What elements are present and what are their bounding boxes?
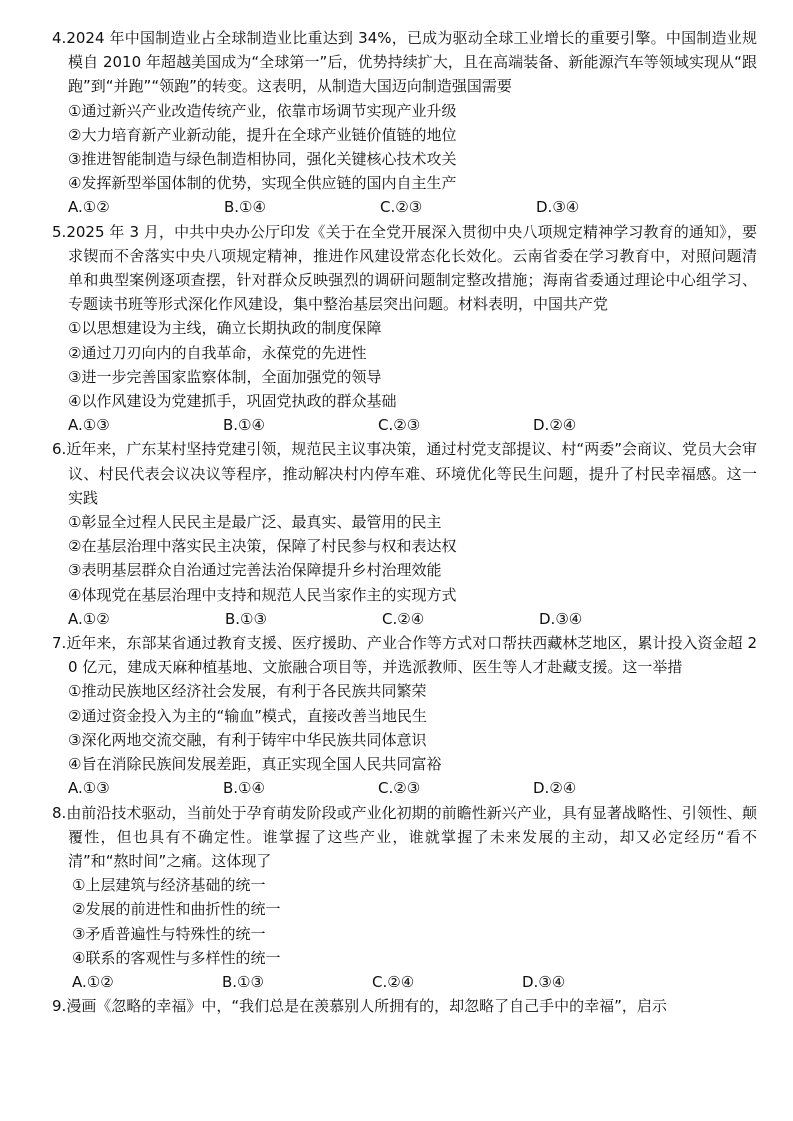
question-number: 8. bbox=[52, 803, 67, 822]
answer-choice-c: C.②④ bbox=[382, 609, 425, 628]
answer-choice-b: B.①③ bbox=[222, 972, 264, 991]
answer-choices bbox=[52, 413, 757, 437]
question-number: 4. bbox=[52, 29, 67, 47]
answer-choice-b: B.①④ bbox=[224, 198, 266, 217]
answer-choices bbox=[52, 607, 757, 631]
question-number: 9. bbox=[52, 997, 67, 1016]
option-statement: ②通过刀刃向内的自我革命，永葆党的先进性 bbox=[68, 343, 367, 362]
option-statement: ②大力培育新产业新动能，提升在全球产业链价值链的地位 bbox=[68, 125, 457, 144]
answer-choice-c: C.②④ bbox=[372, 972, 415, 991]
answer-choice-d: D.③④ bbox=[539, 609, 583, 628]
option-statement: ③推进智能制造与绿色制造相协同，强化关键核心技术攻关 bbox=[68, 150, 457, 169]
option-statement: ①彰显全过程人民民主是最广泛、最真实、最管用的民主 bbox=[68, 513, 442, 532]
question-5 bbox=[52, 220, 757, 438]
option-statement: ③表明基层群众自治通过完善法治保障提升乡村治理效能 bbox=[68, 561, 442, 580]
option-statement: ③进一步完善国家监察体制，全面加强党的领导 bbox=[68, 367, 382, 386]
question-number: 5. bbox=[52, 222, 67, 241]
answer-choice-a: A.①③ bbox=[68, 416, 110, 435]
question-number: 7. bbox=[52, 634, 67, 653]
option-statement: ④体现党在基层治理中支持和规范人民当家作主的实现方式 bbox=[68, 585, 457, 604]
answer-choice-d: D.③④ bbox=[536, 198, 580, 217]
option-statement: ④发挥新型举国体制的优势，实现全供应链的国内自主生产 bbox=[68, 174, 457, 193]
question-stem bbox=[52, 631, 757, 679]
answer-choice-b: B.①④ bbox=[223, 416, 265, 435]
answer-choice-c: C.②③ bbox=[378, 416, 421, 435]
question-6 bbox=[52, 437, 757, 631]
answer-choices bbox=[52, 195, 757, 219]
answer-choices bbox=[52, 970, 757, 994]
option-statement: ①通过新兴产业改造传统产业，依靠市场调节实现产业升级 bbox=[68, 101, 457, 120]
answer-choice-d: D.②④ bbox=[533, 416, 577, 435]
answer-choices bbox=[52, 776, 757, 800]
answer-choice-a: A.①③ bbox=[68, 779, 110, 798]
option-statement: ④联系的客观性与多样性的统一 bbox=[72, 948, 281, 967]
question-stem bbox=[52, 994, 757, 1018]
question-text: 由前沿技术驱动，当前处于孕育萌发阶段或产业化初期的前瞻性新兴产业，具有显著战略性、引领性、颠覆性，但也具有不确定性。谁掌握了这些产业，谁就掌握了未来发展的主动，却又必定经历“看不清”和“熬时间”之痛。这体现了 bbox=[66, 803, 757, 870]
answer-choice-a: A.①② bbox=[72, 972, 114, 991]
question-text: 近年来，广东某村坚持党建引领，规范民主议事决策，通过村党支部提议、村“两委”会商议、党员大会审议、村民代表会议决议等程序，推动解决村内停车难、环境优化等民生问题，提升了村民幸福感。这一实践 bbox=[66, 440, 757, 507]
question-text: 2025 年 3 月，中共中央办公厅印发《关于在全党开展深入贯彻中央八项规定精神学习教育的通知》，要求锲而不舍落实中央八项规定精神，推进作风建设常态化长效化。云南省委在学习教育中，对照问题清单和典型案例逐项查摆，针对群众反映强烈的调研问题制定整改措施；海南省委通过理论中心组学习、专题读书班等形式深化作风建设，集中整治基层突出问题。材料表明，中国共产党 bbox=[66, 222, 757, 314]
option-statement: ①推动民族地区经济社会发展，有利于各民族共同繁荣 bbox=[68, 682, 427, 701]
option-statement: ②在基层治理中落实民主决策，保障了村民参与权和表达权 bbox=[68, 537, 457, 556]
question-8 bbox=[52, 801, 757, 995]
option-statement: ④旨在消除民族间发展差距，真正实现全国人民共同富裕 bbox=[68, 755, 442, 774]
answer-choice-a: A.①② bbox=[68, 609, 110, 628]
question-stem bbox=[52, 801, 757, 874]
question-text: 2024 年中国制造业占全球制造业比重达到 34%，已成为驱动全球工业增长的重要引擎。中国制造业规模自 2010 年超越美国成为“全球第一”后，优势持续扩大，且在高端装备、新能源汽车等领域实现从“跟跑”到“并跑”“领跑”的转变。这表明，从制造大国迈向制造强国需要 bbox=[66, 29, 757, 96]
question-7 bbox=[52, 631, 757, 800]
question-stem bbox=[52, 26, 757, 99]
option-statement: ①以思想建设为主线，确立长期执政的制度保障 bbox=[68, 319, 382, 338]
option-statement: ②发展的前进性和曲折性的统一 bbox=[72, 900, 281, 919]
answer-choice-c: C.②③ bbox=[380, 198, 423, 217]
answer-choice-b: B.①③ bbox=[225, 609, 267, 628]
answer-choice-d: D.②④ bbox=[533, 779, 577, 798]
option-statement: ②通过资金投入为主的“输血”模式，直接改善当地民生 bbox=[68, 706, 427, 725]
question-stem bbox=[52, 437, 757, 510]
option-statement: ①上层建筑与经济基础的统一 bbox=[72, 876, 266, 895]
question-number: 6. bbox=[52, 440, 67, 459]
answer-choice-c: C.②③ bbox=[378, 779, 421, 798]
question-text: 近年来，东部某省通过教育支援、医疗援助、产业合作等方式对口帮扶西藏林芝地区，累计投入资金超 20 亿元，建成天麻种植基地、文旅融合项目等，并选派教师、医生等人才赴藏支援。这一举措 bbox=[66, 634, 757, 677]
question-text: 漫画《忽略的幸福》中，“我们总是在羡慕别人所拥有的，却忽略了自己手中的幸福”，启示 bbox=[66, 997, 667, 1016]
answer-choice-a: A.①② bbox=[68, 198, 110, 217]
question-4 bbox=[52, 26, 757, 220]
option-statement: ③深化两地交流交融，有利于铸牢中华民族共同体意识 bbox=[68, 730, 427, 749]
option-statement: ③矛盾普遍性与特殊性的统一 bbox=[72, 924, 266, 943]
answer-choice-d: D.③④ bbox=[522, 972, 566, 991]
option-statement: ④以作风建设为党建抓手，巩固党执政的群众基础 bbox=[68, 392, 397, 411]
question-stem bbox=[52, 220, 757, 317]
answer-choice-b: B.①④ bbox=[223, 779, 265, 798]
question-9 bbox=[52, 994, 757, 1018]
